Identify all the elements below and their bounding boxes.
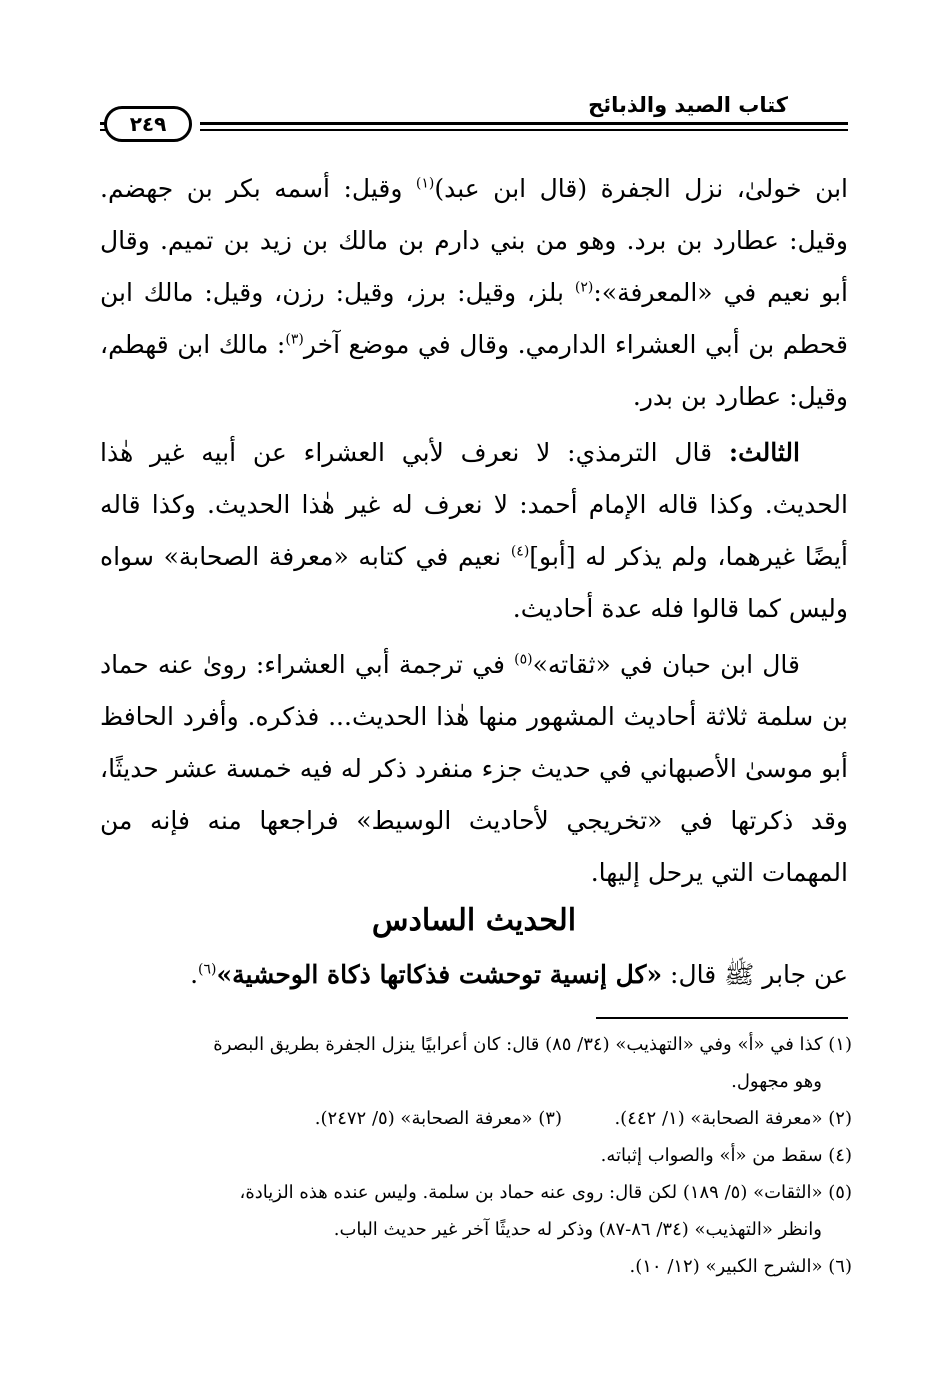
footnote-text: (٦) «الشرح الكبير» (١٢/ ١٠). <box>629 1256 852 1277</box>
paragraph-2 <box>100 427 848 635</box>
text-run: : مالك ابن قهطم، وقيل: عطارد بن بدر. <box>100 330 848 411</box>
hadith-end: . <box>190 960 199 989</box>
footnote-ref-5: (٥) <box>514 651 533 668</box>
section-heading: الحديث السادس <box>371 903 577 938</box>
text-run: في ترجمة أبي العشراء: روىٰ عنه حماد بن سلمة ثلاثة أحاديث المشهور منها هٰذا الحديث... فذكره. وأفرد الحافظ أبو موسىٰ الأصبهاني في حديث جزء منفرد ذكر له فيه خمسة عشر حديثًا، وقد ذكرتها في «تخريجي لأحاديث الوسيط» فراجعها منه فإنه من المهمات التي يرحل إليها. <box>100 650 848 887</box>
paragraph-1 <box>100 163 848 423</box>
page-number: ٢٤٩ <box>104 106 192 142</box>
footnote-separator <box>596 1017 848 1019</box>
text-run: قال الترمذي: لا نعرف لأبي العشراء عن أبيه غير هٰذا الحديث. وكذا قاله الإمام أحمد: لا نعرف له غير هٰذا الحديث. وكذا قاله أيضًا غيرهما، ولم يذكر له [أبو] <box>100 438 848 571</box>
footnote-text: (٤) سقط من «أ» والصواب إثباته. <box>600 1145 852 1166</box>
running-title: كتاب الصيد والذبائح <box>588 93 788 117</box>
text-run: قال ابن حبان في «ثقاته» <box>532 650 800 679</box>
hadith-line <box>100 951 848 999</box>
footnote-ref-6: (٦) <box>198 961 217 978</box>
footnote-pair <box>104 1100 852 1137</box>
footnote-continuation: وهو مجهول. <box>731 1071 822 1092</box>
header-rule-thin <box>200 129 848 131</box>
footnote-ref-1: (١) <box>415 175 435 192</box>
paragraph-3 <box>100 639 848 899</box>
footnote-ref-3: (٣) <box>285 331 304 348</box>
footnote-text: (١) كذا في «أ» وفي «التهذيب» (٣٤/ ٨٥) قال: كان أعرابيًا ينزل الجفرة بطريق البصرة <box>213 1034 852 1055</box>
hadith-intro: عن جابر ﷺ قال: <box>662 960 848 989</box>
footnote-continuation: وانظر «التهذيب» (٣٤/ ٨٦-٨٧) وذكر له حديثًا آخر غير حديث الباب. <box>333 1219 822 1240</box>
header-rule-thick <box>200 122 848 125</box>
footnote-3: (٣) «معرفة الصحابة» (٥/ ٢٤٧٢). <box>314 1108 562 1129</box>
text-run: نعيم في كتابه «معرفة الصحابة» سواه وليس كما قالوا فله عدة أحاديث. <box>100 542 848 623</box>
text-run: ابن خولىٰ، نزل الجفرة (قال ابن عبد) <box>434 174 849 203</box>
footnote-5 <box>104 1174 852 1248</box>
footnote-2: (٢) «معرفة الصحابة» (١/ ٤٤٢). <box>614 1108 852 1129</box>
hadith-text: «كل إنسية توحشت فذكاتها ذكاة الوحشية» <box>216 960 663 989</box>
footnote-ref-2: (٢) <box>574 279 594 296</box>
footnote-1 <box>104 1026 852 1100</box>
footnote-4 <box>104 1137 852 1174</box>
text-run: بلز، وقيل: برز، وقيل: رزن، وقيل: مالك ابن قحطم بن أبي العشراء الدارمي. وقال في موضع آخر <box>100 278 848 359</box>
footnote-text: (٥) «الثقات» (٥/ ١٨٩) لكن قال: روى عنه حماد بن سلمة. وليس عنده هذه الزيادة، <box>239 1182 852 1203</box>
footnote-ref-4: (٤) <box>510 543 530 560</box>
paragraph-lead: الثالث: <box>728 438 800 467</box>
footnotes <box>104 1026 852 1285</box>
footnote-6 <box>104 1248 852 1285</box>
main-text <box>100 163 848 903</box>
page-header <box>100 88 848 148</box>
text-run: وقيل: أسمه بكر بن جهضم. وقيل: عطارد بن برد. وهو من بني دارم بن مالك بن زيد بن تميم. وقال أبو نعيم في «المعرفة»: <box>100 174 848 307</box>
